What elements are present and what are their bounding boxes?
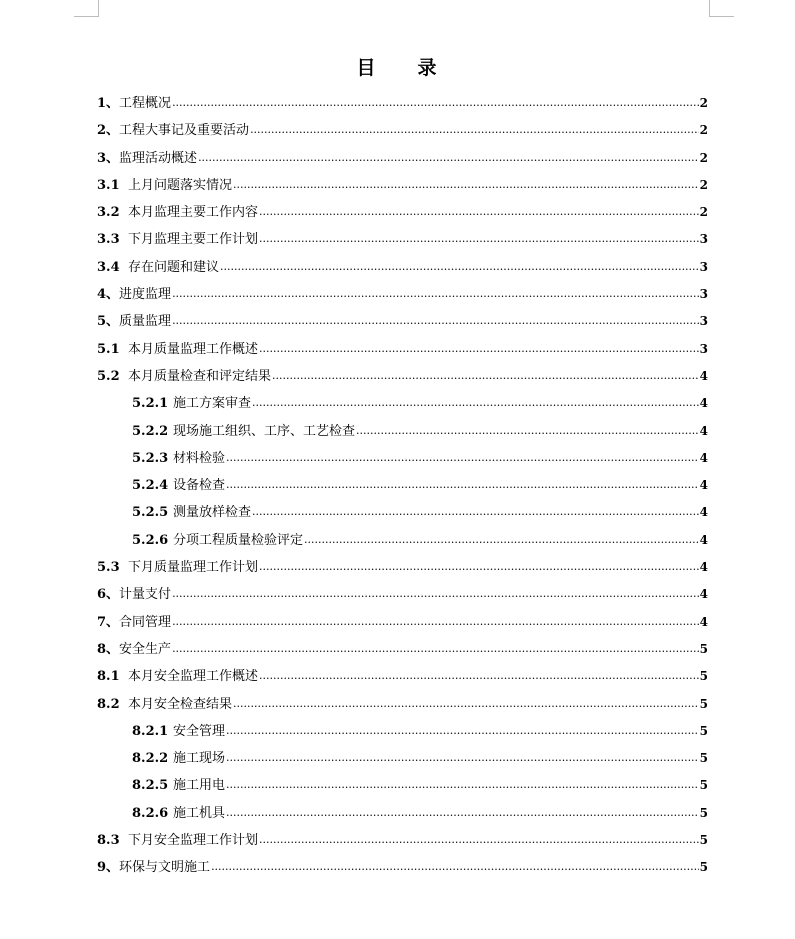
toc-entry-page: 3 <box>699 232 708 247</box>
toc-entry-page: 5 <box>699 696 708 711</box>
toc-entry-number: 8.3 <box>97 833 120 849</box>
toc-entry-text: 本月安全监理工作概述 <box>128 669 259 685</box>
toc-dot-leader <box>226 475 699 495</box>
toc-entry-number: 4、 <box>97 287 120 303</box>
toc-entry[interactable] <box>97 612 708 639</box>
toc-entry[interactable] <box>97 530 708 557</box>
toc-entry[interactable] <box>97 584 708 611</box>
toc-entry-text: 施工机具 <box>173 805 226 821</box>
toc-entry-text: 工程概况 <box>119 96 172 111</box>
toc-entry-number: 5.2.2 <box>132 423 169 439</box>
toc-entry[interactable] <box>97 748 708 775</box>
toc-entry[interactable] <box>97 857 708 884</box>
toc-dot-leader <box>252 393 699 413</box>
toc-entry-text: 测量放样检查 <box>173 505 252 521</box>
toc-entry-page: 5 <box>699 833 708 848</box>
toc-title <box>0 56 795 80</box>
toc-dot-leader <box>233 175 699 195</box>
toc-entry-text: 环保与文明施工 <box>119 860 211 876</box>
toc-list <box>97 93 708 885</box>
toc-dot-leader <box>259 666 699 686</box>
toc-entry-number: 9、 <box>97 860 120 876</box>
toc-entry-number: 5.3 <box>97 560 120 576</box>
toc-entry-page: 5 <box>699 860 708 875</box>
toc-entry-text: 本月质量检查和评定结果 <box>128 368 272 384</box>
toc-entry[interactable] <box>97 475 708 502</box>
margin-corner-mark-left <box>74 0 99 17</box>
toc-entry[interactable] <box>97 257 708 284</box>
toc-entry-number: 8、 <box>97 641 120 657</box>
toc-entry-number: 8.2.5 <box>132 778 169 794</box>
toc-entry-page: 3 <box>699 259 708 274</box>
toc-entry-number: 8.1 <box>97 669 120 685</box>
toc-dot-leader <box>356 421 699 441</box>
toc-entry-number: 8.2.1 <box>132 723 169 739</box>
toc-entry-number: 1、 <box>97 96 120 111</box>
toc-dot-leader <box>304 530 699 550</box>
toc-dot-leader <box>172 612 699 632</box>
toc-dot-leader <box>259 830 699 850</box>
toc-entry-text: 施工用电 <box>173 778 226 794</box>
toc-entry-page: 4 <box>699 450 708 465</box>
toc-dot-leader <box>252 502 699 522</box>
toc-dot-leader <box>172 284 699 304</box>
toc-entry-page: 4 <box>699 614 708 629</box>
toc-entry-number: 5.2 <box>97 368 120 384</box>
toc-entry-text: 材料检验 <box>173 450 226 466</box>
toc-entry-text: 下月监理主要工作计划 <box>128 232 259 248</box>
toc-entry-page: 4 <box>699 423 708 438</box>
toc-entry-number: 3、 <box>97 150 120 166</box>
toc-entry-page: 4 <box>699 396 708 411</box>
toc-dot-leader <box>211 857 699 877</box>
toc-entry-page: 5 <box>699 723 708 738</box>
toc-entry-page: 2 <box>699 177 708 192</box>
toc-entry-number: 5.2.4 <box>132 478 169 494</box>
toc-entry-text: 工程大事记及重要活动 <box>119 123 250 139</box>
toc-entry-page: 3 <box>699 287 708 302</box>
toc-dot-leader <box>250 120 699 140</box>
toc-entry[interactable] <box>97 421 708 448</box>
toc-entry-number: 2、 <box>97 123 120 139</box>
toc-entry-number: 3.2 <box>97 205 120 221</box>
toc-entry[interactable] <box>97 339 708 366</box>
toc-entry-page: 5 <box>699 641 708 656</box>
toc-entry-number: 3.1 <box>97 177 120 193</box>
toc-entry-text: 安全生产 <box>119 641 172 657</box>
toc-entry-number: 5.2.6 <box>132 532 169 548</box>
toc-entry[interactable] <box>97 148 708 175</box>
toc-entry-page: 4 <box>699 478 708 493</box>
toc-entry-page: 2 <box>699 205 708 220</box>
toc-dot-leader <box>259 229 699 249</box>
toc-entry-text: 安全管理 <box>173 723 226 739</box>
toc-entry[interactable] <box>97 448 708 475</box>
toc-dot-leader <box>226 721 699 741</box>
toc-entry-text: 分项工程质量检验评定 <box>173 532 304 548</box>
toc-entry-page: 4 <box>699 560 708 575</box>
toc-entry-text: 本月质量监理工作概述 <box>128 341 259 357</box>
toc-entry-text: 设备检查 <box>173 478 226 494</box>
toc-entry-page: 5 <box>699 669 708 684</box>
toc-entry-page: 3 <box>699 341 708 356</box>
toc-entry-number: 5、 <box>97 314 120 330</box>
toc-entry-page: 2 <box>699 96 708 110</box>
toc-entry[interactable] <box>97 803 708 830</box>
toc-entry-number: 8.2.2 <box>132 751 169 767</box>
toc-entry[interactable] <box>97 721 708 748</box>
toc-entry[interactable] <box>97 120 708 147</box>
toc-entry-page: 4 <box>699 532 708 547</box>
toc-entry-text: 存在问题和建议 <box>128 259 220 275</box>
toc-title-char: 录 <box>417 57 439 79</box>
toc-entry-text: 下月安全监理工作计划 <box>128 833 259 849</box>
toc-entry-text: 施工现场 <box>173 751 226 767</box>
toc-entry[interactable] <box>97 366 708 393</box>
toc-entry-number: 6、 <box>97 587 120 603</box>
toc-entry-page: 2 <box>699 123 708 138</box>
toc-entry-text: 下月质量监理工作计划 <box>128 560 259 576</box>
toc-entry-text: 质量监理 <box>119 314 172 330</box>
toc-entry-page: 5 <box>699 778 708 793</box>
toc-dot-leader <box>220 257 699 277</box>
toc-entry[interactable] <box>97 393 708 420</box>
toc-entry-number: 3.3 <box>97 232 120 248</box>
toc-dot-leader <box>226 803 699 823</box>
toc-entry-text: 现场施工组织、工序、工艺检查 <box>173 423 356 439</box>
toc-entry-page: 2 <box>699 150 708 165</box>
toc-entry[interactable] <box>97 93 708 120</box>
toc-entry[interactable] <box>97 666 708 693</box>
toc-dot-leader <box>259 339 699 359</box>
toc-entry[interactable] <box>97 639 708 666</box>
toc-dot-leader <box>198 148 699 168</box>
toc-dot-leader <box>226 775 699 795</box>
toc-entry-number: 7、 <box>97 614 120 630</box>
toc-entry[interactable] <box>97 502 708 529</box>
toc-dot-leader <box>172 311 699 331</box>
toc-entry[interactable] <box>97 694 708 721</box>
toc-entry-text: 本月监理主要工作内容 <box>128 205 259 221</box>
toc-entry-number: 5.2.5 <box>132 505 169 521</box>
toc-entry-text: 施工方案审查 <box>173 396 252 412</box>
toc-entry-text: 计量支付 <box>119 587 172 603</box>
toc-dot-leader <box>272 366 699 386</box>
toc-entry-text: 监理活动概述 <box>119 150 198 166</box>
toc-entry-text: 上月问题落实情况 <box>128 177 233 193</box>
toc-entry-page: 5 <box>699 805 708 820</box>
toc-entry-page: 5 <box>699 751 708 766</box>
toc-entry[interactable] <box>97 311 708 338</box>
toc-entry[interactable] <box>97 557 708 584</box>
toc-entry-number: 5.2.1 <box>132 396 169 412</box>
toc-dot-leader <box>233 694 699 714</box>
toc-dot-leader <box>172 639 699 659</box>
toc-dot-leader <box>259 202 699 222</box>
toc-dot-leader <box>259 557 699 577</box>
toc-entry-page: 4 <box>699 368 708 383</box>
toc-entry-number: 5.2.3 <box>132 450 169 466</box>
toc-entry-page: 4 <box>699 505 708 520</box>
toc-entry-page: 3 <box>699 314 708 329</box>
toc-entry-number: 8.2 <box>97 696 120 712</box>
toc-entry[interactable] <box>97 175 708 202</box>
toc-entry-text: 进度监理 <box>119 287 172 303</box>
toc-entry-number: 5.1 <box>97 341 120 357</box>
toc-entry-number: 3.4 <box>97 259 120 275</box>
toc-entry-text: 合同管理 <box>119 614 172 630</box>
toc-entry-text: 本月安全检查结果 <box>128 696 233 712</box>
toc-dot-leader <box>226 448 699 468</box>
toc-entry-page: 4 <box>699 587 708 602</box>
toc-entry[interactable] <box>97 229 708 256</box>
toc-entry[interactable] <box>97 775 708 802</box>
toc-entry[interactable] <box>97 284 708 311</box>
toc-title-char: 目 <box>356 57 378 79</box>
toc-dot-leader <box>172 584 699 604</box>
toc-dot-leader <box>226 748 699 768</box>
toc-entry[interactable] <box>97 202 708 229</box>
toc-entry-number: 8.2.6 <box>132 805 169 821</box>
toc-entry[interactable] <box>97 830 708 857</box>
margin-corner-mark-right <box>709 0 734 17</box>
toc-dot-leader <box>172 93 699 113</box>
